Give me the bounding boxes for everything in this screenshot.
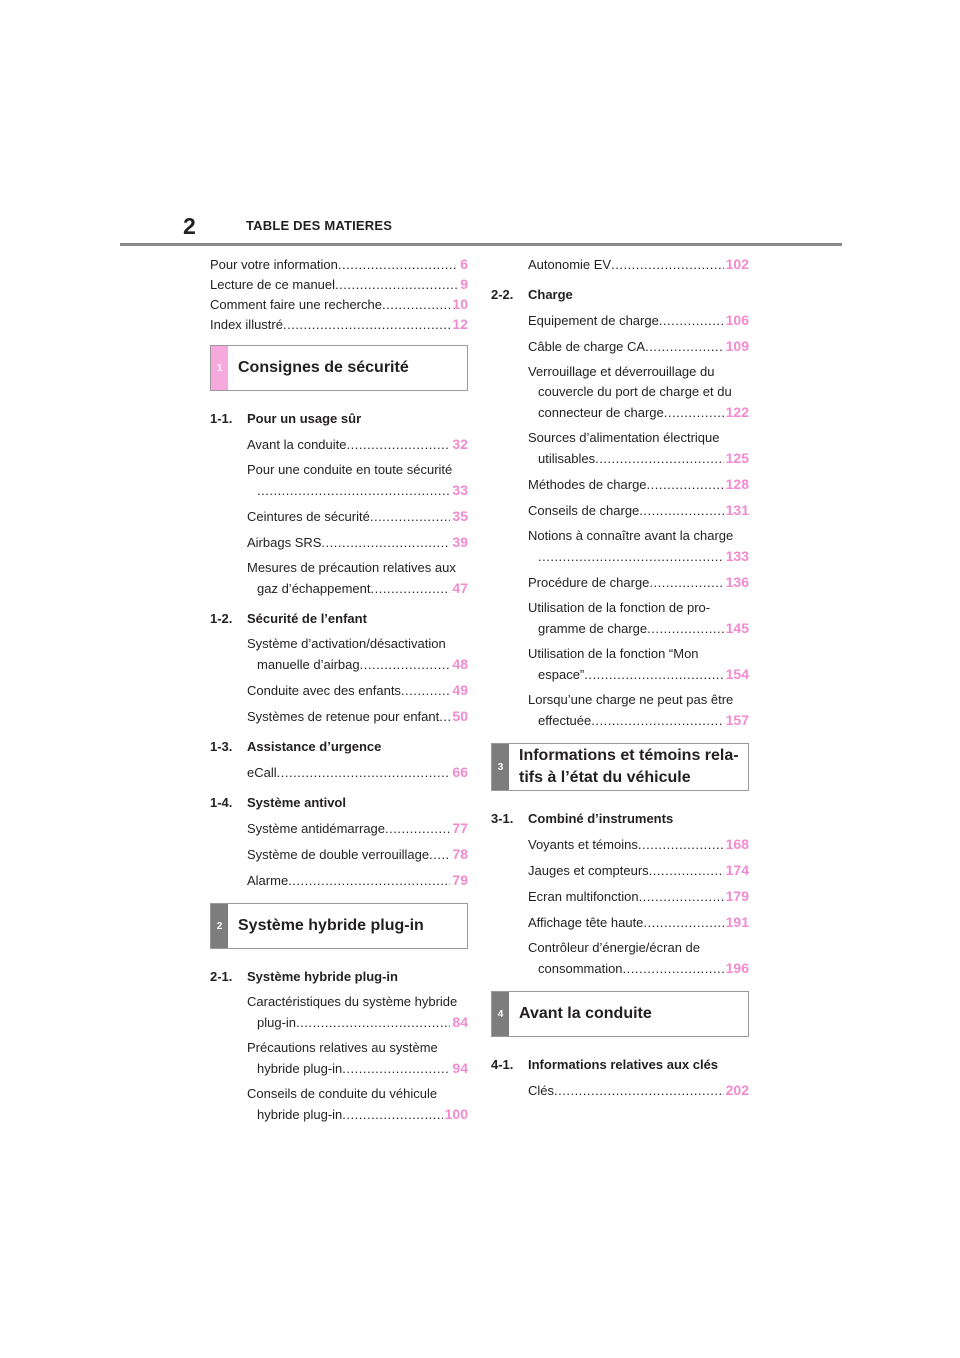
chapter-title: Informations et témoins rela- tifs à l’état du véhicule	[519, 747, 739, 786]
section-heading: 3-1. Combiné d’instruments	[491, 811, 674, 826]
toc-entry[interactable]: Conseils de conduite du véhicule hybride plug-in ..... 100	[210, 1084, 468, 1125]
section-heading: 4-1. Informations relatives aux clés	[491, 1057, 719, 1072]
toc-entry[interactable]: Ecran multifonction ..... 179	[491, 886, 749, 907]
section-heading: 2-1. Système hybride plug-in	[210, 969, 398, 984]
toc-entry[interactable]: Clés ..... 202	[491, 1080, 749, 1101]
toc-right-column	[491, 254, 749, 1101]
toc-entry[interactable]: Pour une conduite en toute sécurité ..... 33	[210, 460, 468, 501]
page-link: 10	[452, 296, 468, 312]
toc-entry[interactable]: Alarme ..... 79	[210, 870, 468, 891]
toc-entry[interactable]: Caractéristiques du système hybride plug-in ..... 84	[210, 992, 468, 1033]
toc-left-column	[210, 254, 468, 1125]
chapter-tab-3: 3	[492, 744, 509, 790]
toc-entry[interactable]: Pour votre information ..... 6	[210, 254, 468, 275]
toc-entry[interactable]: Jauges et compteurs ..... 174	[491, 860, 749, 881]
section-heading: 2-2. Charge	[491, 287, 573, 302]
toc-entry[interactable]: Utilisation de la fonction “Mon espace” ..... 154	[491, 644, 749, 685]
toc-entry[interactable]: Equipement de charge ..... 106	[491, 310, 749, 331]
chapter-box-3[interactable]	[491, 743, 749, 791]
toc-entry[interactable]: Comment faire une recherche ..... 10	[210, 294, 468, 315]
chapter-tab-2: 2	[211, 904, 228, 948]
chapter-box-1[interactable]	[210, 345, 468, 391]
toc-entry[interactable]: Lorsqu’une charge ne peut pas être effectuée ..... 157	[491, 690, 749, 731]
section-heading: 1-4. Système antivol	[210, 795, 346, 810]
header-rule	[120, 243, 842, 246]
toc-entry[interactable]: Voyants et témoins ..... 168	[491, 834, 749, 855]
toc-entry[interactable]: Ceintures de sécurité ..... 35	[210, 506, 468, 527]
chapter-tab-1: 1	[211, 346, 228, 390]
toc-entry[interactable]: Contrôleur d’énergie/écran de consommation ..... 196	[491, 938, 749, 979]
toc-entry[interactable]: Systèmes de retenue pour enfant ..... 50	[210, 706, 468, 727]
toc-entry[interactable]: Système de double verrouillage ..... 78	[210, 844, 468, 865]
toc-entry[interactable]: Méthodes de charge ..... 128	[491, 474, 749, 495]
page-link: 6	[460, 256, 468, 272]
toc-entry[interactable]: Mesures de précaution relatives aux gaz d’échappement ..... 47	[210, 558, 468, 599]
toc-entry[interactable]: Précautions relatives au système hybride plug-in ..... 94	[210, 1038, 468, 1079]
toc-entry[interactable]: Système d’activation/désactivation manuelle d’airbag ..... 48	[210, 634, 468, 675]
page-link: 12	[452, 316, 468, 332]
toc-entry[interactable]: Avant la conduite ..... 32	[210, 434, 468, 455]
page-link: 9	[460, 276, 468, 292]
toc-entry[interactable]: Conduite avec des enfants ..... 49	[210, 680, 468, 701]
toc-entry[interactable]: Index illustré ..... 12	[210, 314, 468, 335]
toc-entry[interactable]: Verrouillage et déverrouillage du couvercle du port de charge et du connecteur de charge ..... 122	[491, 362, 749, 423]
toc-entry[interactable]: Airbags SRS ..... 39	[210, 532, 468, 553]
toc-entry[interactable]: Système antidémarrage ..... 77	[210, 818, 468, 839]
chapter-box-2[interactable]	[210, 903, 468, 949]
toc-entry[interactable]: Lecture de ce manuel ..... 9	[210, 274, 468, 295]
chapter-title: Système hybride plug-in	[238, 917, 424, 934]
chapter-tab-4: 4	[492, 992, 509, 1036]
toc-entry[interactable]: eCall ..... 66	[210, 762, 468, 783]
toc-entry[interactable]: Utilisation de la fonction de pro- gramme de charge ..... 145	[491, 598, 749, 639]
toc-entry[interactable]: Sources d’alimentation électrique utilisables ..... 125	[491, 428, 749, 469]
chapter-box-4[interactable]	[491, 991, 749, 1037]
chapter-title: Avant la conduite	[519, 1005, 652, 1022]
toc-entry[interactable]: Procédure de charge ..... 136	[491, 572, 749, 593]
toc-entry[interactable]: Câble de charge CA ..... 109	[491, 336, 749, 357]
toc-entry[interactable]: Notions à connaître avant la charge ..... 133	[491, 526, 749, 567]
toc-entry[interactable]: Affichage tête haute ..... 191	[491, 912, 749, 933]
chapter-title: Consignes de sécurité	[238, 359, 409, 376]
toc-entry[interactable]: Autonomie EV ..... 102	[491, 254, 749, 275]
header-title: TABLE DES MATIERES	[246, 218, 393, 233]
section-heading: 1-1. Pour un usage sûr	[210, 411, 362, 426]
section-heading: 1-3. Assistance d’urgence	[210, 739, 382, 754]
page-number: 2	[183, 213, 196, 239]
toc-entry[interactable]: Conseils de charge ..... 131	[491, 500, 749, 521]
section-heading: 1-2. Sécurité de l’enfant	[210, 611, 367, 626]
